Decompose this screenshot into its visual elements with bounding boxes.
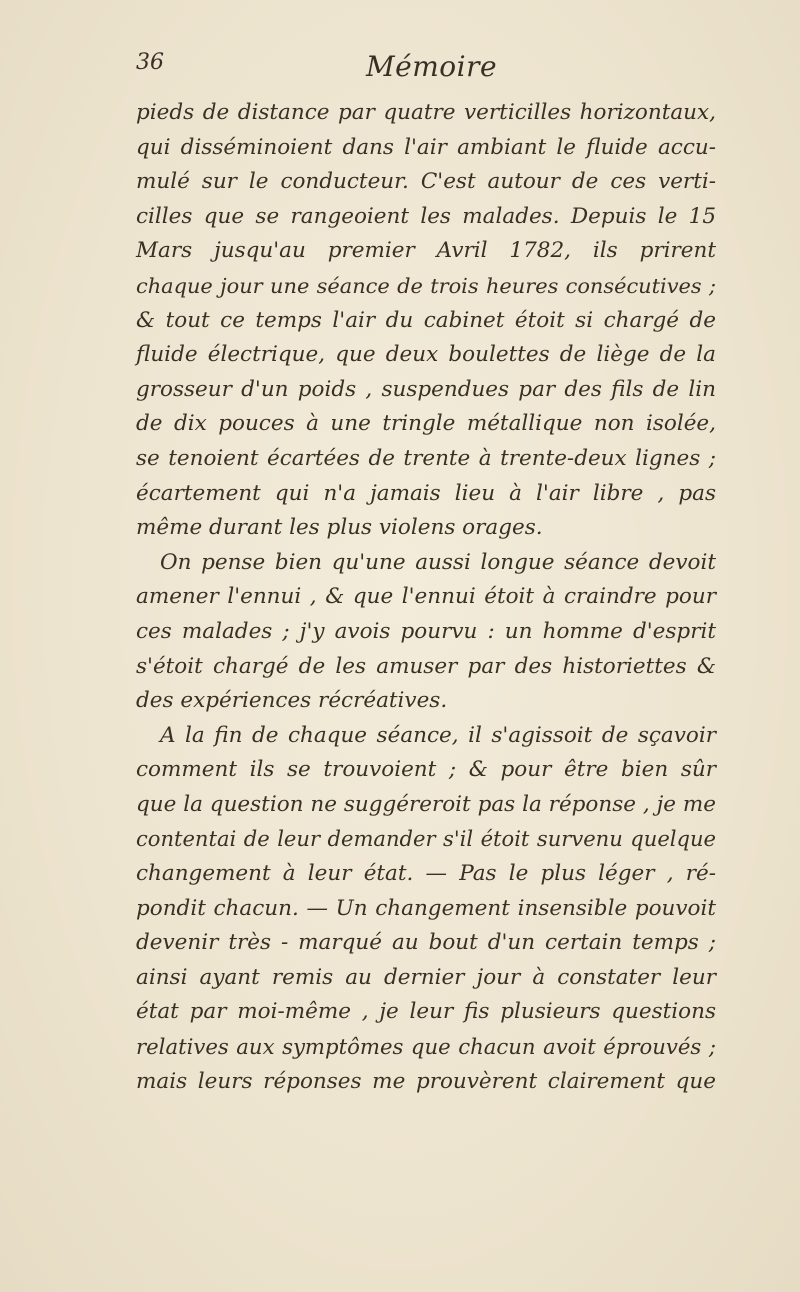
text-line: se tenoient écartées de trente à trente-deux lignes ; <box>136 445 716 471</box>
text-line: devenir très - marqué au bout d'un certain temps ; <box>136 930 716 956</box>
text-line: grosseur d'un poids , suspendues par des fils de lin <box>136 376 716 402</box>
text-line: & tout ce temps l'air du cabinet étoit si chargé de <box>136 307 716 333</box>
text-line: s'étoit chargé de les amuser par des historiettes & <box>136 653 716 679</box>
text-line: pieds de distance par quatre verticilles horizontaux, <box>136 100 716 125</box>
text-line: état par moi-même , je leur fis plusieurs questions <box>136 999 716 1025</box>
text-line: changement à leur état. — Pas le plus léger , ré- <box>136 861 716 887</box>
text-line: de dix pouces à une tringle métallique non isolée, <box>136 411 716 437</box>
body-text <box>136 96 716 1099</box>
text-line: même durant les plus violens orages. <box>136 515 543 541</box>
text-line: fluide électrique, que deux boulettes de liège de la <box>136 342 716 368</box>
text-line: On pense bien qu'une aussi longue séance devoit <box>160 549 716 575</box>
text-line: ainsi ayant remis au dernier jour à constater leur <box>136 964 716 990</box>
text-line: A la fin de chaque séance, il s'agissoit de sçavoir <box>160 722 716 748</box>
running-title: Mémoire <box>366 50 498 83</box>
text-line: ces malades ; j'y avois pourvu : un homme d'esprit <box>136 618 716 644</box>
text-line: mais leurs réponses me prouvèrent clairement que <box>136 1068 716 1094</box>
text-line: pondit chacun. — Un changement insensible pouvoit <box>136 895 716 921</box>
text-line: qui disséminoient dans l'air ambiant le fluide accu- <box>136 134 716 160</box>
text-line: mulé sur le conducteur. C'est autour de ces verti- <box>136 169 716 195</box>
text-line: des expériences récréatives. <box>136 688 448 714</box>
text-line: cilles que se rangeoient les malades. Depuis le 15 <box>136 203 716 229</box>
text-line: que la question ne suggéreroit pas la réponse , je me <box>136 791 716 817</box>
text-line: écartement qui n'a jamais lieu à l'air libre , pas <box>136 480 716 506</box>
text-line: amener l'ennui , & que l'ennui étoit à craindre pour <box>136 584 716 610</box>
text-line: Mars jusqu'au premier Avril 1782, ils prirent <box>136 238 716 264</box>
text-line: contentai de leur demander s'il étoit survenu quelque <box>136 826 716 852</box>
text-line: chaque jour une séance de trois heures consécutives ; <box>136 273 716 298</box>
text-line: relatives aux symptômes que chacun avoit éprouvés ; <box>136 1034 716 1060</box>
page-number: 36 <box>136 50 164 75</box>
text-line: comment ils se trouvoient ; & pour être bien sûr <box>136 757 716 783</box>
page-header <box>136 50 696 90</box>
